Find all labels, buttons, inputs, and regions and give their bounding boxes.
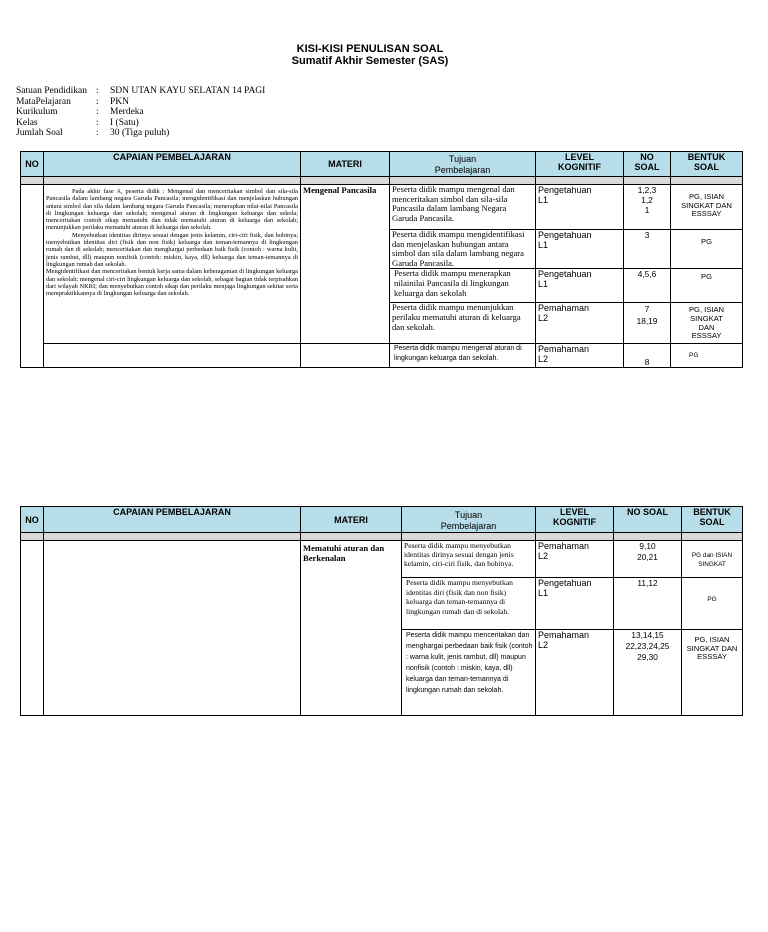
meta-row-kelas [16, 118, 265, 129]
capaian-para: Pada akhir fase A, peserta didik : Mengenal dan menceritakan simbol dan sila-sila Pancasila dalam lambang negara Garuda Pancasila; mengidentifikasi dan menjelaskan hubungan antara simbol dan sila dalam lambang negara Garuda Pancasila; menerapkan nilai-nilai Pancasila di lingkungan keluarga dan sekolah; mengenal aturan di lingkungan keluarga dan sekola; menceritakan contoh sikap mematuhi dan tidak mematuhi aturan di keluarga dan sekolah; menunjukkan perilaku mematuhi aturan di keluarga dan sekolah. [46, 188, 298, 232]
col-header-materi: MATERI [301, 507, 402, 533]
materi-cell: Mengenal Pancasila [301, 185, 390, 344]
col-header-bentuk: BENTUK SOAL [671, 152, 743, 177]
document-subtitle: Sumatif Akhir Semester (SAS) [291, 55, 449, 67]
bentuk-cell: PG [671, 269, 743, 303]
table-header-row [21, 507, 743, 533]
meta-value: I (Satu) [110, 117, 139, 128]
kisi-table-2 [20, 506, 743, 716]
identity-block [16, 86, 265, 139]
nosoal-cell: 8 [624, 344, 671, 368]
meta-value: Merdeka [110, 107, 144, 118]
table-header-row [21, 152, 743, 177]
level-cell: Pemahaman L2 [536, 303, 624, 344]
tujuan-cell: Peserta didik mampu mengenal aturan di lingkungan keluarga dan sekolah. [390, 344, 536, 368]
level-cell: Pemahaman L2 [536, 344, 624, 368]
col-header-materi: MATERI [301, 152, 390, 177]
meta-colon: : [96, 128, 99, 139]
meta-colon: : [96, 86, 99, 96]
row-number [21, 541, 44, 716]
materi-cell: Mematuhi aturan dan Berkenalan [301, 541, 402, 716]
tujuan-cell: Peserta didik mampu menerapkan nilainilai Pancasila di lingkungan keluarga dan sekolah [390, 269, 536, 303]
bentuk-cell: PG, ISIAN SINGKAT DAN ESSSAY [682, 630, 743, 716]
meta-row-kurikulum [16, 107, 265, 118]
meta-colon: : [96, 96, 99, 107]
meta-row-mapel [16, 97, 265, 108]
table-row [21, 344, 743, 368]
meta-value: SDN UTAN KAYU SELATAN 14 PAGI [110, 86, 266, 96]
meta-colon: : [96, 117, 99, 128]
level-cell: Pemahaman L2 [536, 541, 614, 578]
tujuan-cell: Peserta didik mampu menyebutkan identitas dirinya sesuai dengan jenis kelamin, ciri-ciri fisik, dan hobinya. [402, 541, 536, 578]
level-cell: Pengetahuan L1 [536, 269, 624, 303]
document-title: KISI-KISI PENULISAN SOAL [296, 43, 444, 55]
tujuan-cell: Peserta didik mampu mengidentifikasi dan menjelaskan hubungan antara simbol dan sila dalam lambang negara Garuda Pancasila. [390, 230, 536, 269]
col-header-cp: CAPAIAN PEMBELAJARAN [44, 152, 301, 177]
separator-row [21, 533, 743, 541]
col-header-tujuan: Tujuan Pembelajaran [402, 507, 536, 533]
level-cell: Pemahaman L2 [536, 630, 614, 716]
level-cell: Pengetahuan L1 [536, 230, 624, 269]
meta-label: Satuan Pendidikan [16, 86, 87, 96]
bentuk-cell: PG [671, 344, 743, 368]
col-header-nosoal: NO SOAL [614, 507, 682, 533]
col-header-level: LEVEL KOGNITIF [536, 507, 614, 533]
materi-cell-empty [301, 344, 390, 368]
bentuk-cell: PG, ISIAN SINGKAT DAN ESSSAY [671, 303, 743, 344]
separator-row [21, 177, 743, 185]
table-row [21, 185, 743, 230]
tujuan-cell: Peserta didik mampu menunjukkan perilaku mematuhi aturan di keluarga dan sekolah. [390, 303, 536, 344]
meta-label: Jumlah Soal [16, 128, 63, 139]
meta-row-satuan [16, 86, 265, 97]
nosoal-cell: 7 18,19 [624, 303, 671, 344]
col-header-no: NO [21, 507, 44, 533]
meta-label: MataPelajaran [16, 96, 71, 107]
bentuk-cell: PG, ISIAN SINGKAT DAN ESSSAY [671, 185, 743, 230]
nosoal-cell: 1,2,3 1,2 1 [624, 185, 671, 230]
capaian-cell-empty [44, 344, 301, 368]
capaian-para: Mengidentifikasi dan menceritakan bentuk kerja sama dalam keberagaman di lingkungan keluarga dan sekolah; mengenal ciri-ciri lingkungan keluarga dan sekolah, sebagai bagian tidak terpisahkan dari wilayah NKRI; dan menyebutkan contoh sikap dan perilaku menjaga lingkungan sekitar serta mempraktikkannya di lingkungan keluarga dan sekolah. [46, 268, 298, 298]
col-header-level: LEVEL KOGNITIF [536, 152, 624, 177]
meta-value: PKN [110, 96, 130, 107]
meta-label: Kurikulum [16, 107, 58, 118]
nosoal-cell: 4,5,6 [624, 269, 671, 303]
bentuk-cell: PG [682, 578, 743, 630]
table-row [21, 541, 743, 578]
col-header-tujuan: Tujuan Pembelajaran [390, 152, 536, 177]
col-header-cp: CAPAIAN PEMBELAJARAN [44, 507, 301, 533]
nosoal-cell: 11,12 [614, 578, 682, 630]
meta-label: Kelas [16, 117, 38, 128]
nosoal-cell: 3 [624, 230, 671, 269]
kisi-table-1 [20, 151, 743, 368]
col-header-nosoal: NO SOAL [624, 152, 671, 177]
level-cell: Pengetahuan L1 [536, 185, 624, 230]
bentuk-cell: PG dan ISIAN SINGKAT [682, 541, 743, 578]
tujuan-cell: Peserta didik mampu mengenal dan menceritakan simbol dan sila-sila Pancasila dalam lambang Negara Garuda Pancasila. [390, 185, 536, 230]
meta-value: 30 (Tiga puluh) [110, 128, 170, 139]
tujuan-cell: Peserta didik mampu menceritakan dan menghargai perbedaan baik fisik (contoh : warna kulit, jenis rambut, dll) maupun nonfisik (contoh : miskin, kaya, dll) keluarga dan teman-temannya di lingkungan rumah dan sekolah. [402, 630, 536, 716]
capaian-cell-empty [44, 541, 301, 716]
nosoal-cell: 9,10 20,21 [614, 541, 682, 578]
col-header-bentuk: BENTUK SOAL [682, 507, 743, 533]
row-number [21, 185, 44, 368]
nosoal-cell: 13,14,15 22,23,24,25 29,30 [614, 630, 682, 716]
level-cell: Pengetahuan L1 [536, 578, 614, 630]
capaian-text [44, 185, 301, 344]
col-header-no: NO [21, 152, 44, 177]
meta-colon: : [96, 107, 99, 118]
capaian-para: Menyebutkan identitas dirinya sesuai dengan jenis kelamin, ciri-ciri fisik, dan hobinya; menyebutkan identitas diri (fisik dan non fisik) keluarga dan teman-temannya di lingkungan rumah dan di sekolah; menceritakan dan menghargai perbedaan baik fisik (contoh : warna kulit, jenis rambut, dll) maupun nonfisik (contoh: miskin, kaya, dll) keluarga dan teman-temannya di lingkungan rumah dan sekolah. [46, 231, 298, 268]
bentuk-cell: PG [671, 230, 743, 269]
meta-row-jumlah [16, 128, 265, 139]
tujuan-cell: Peserta didik mampu menyebutkan identitas diri (fisik dan non fisik) keluarga dan teman-temannya di lingkungan rumah dan di sekolah. [402, 578, 536, 630]
